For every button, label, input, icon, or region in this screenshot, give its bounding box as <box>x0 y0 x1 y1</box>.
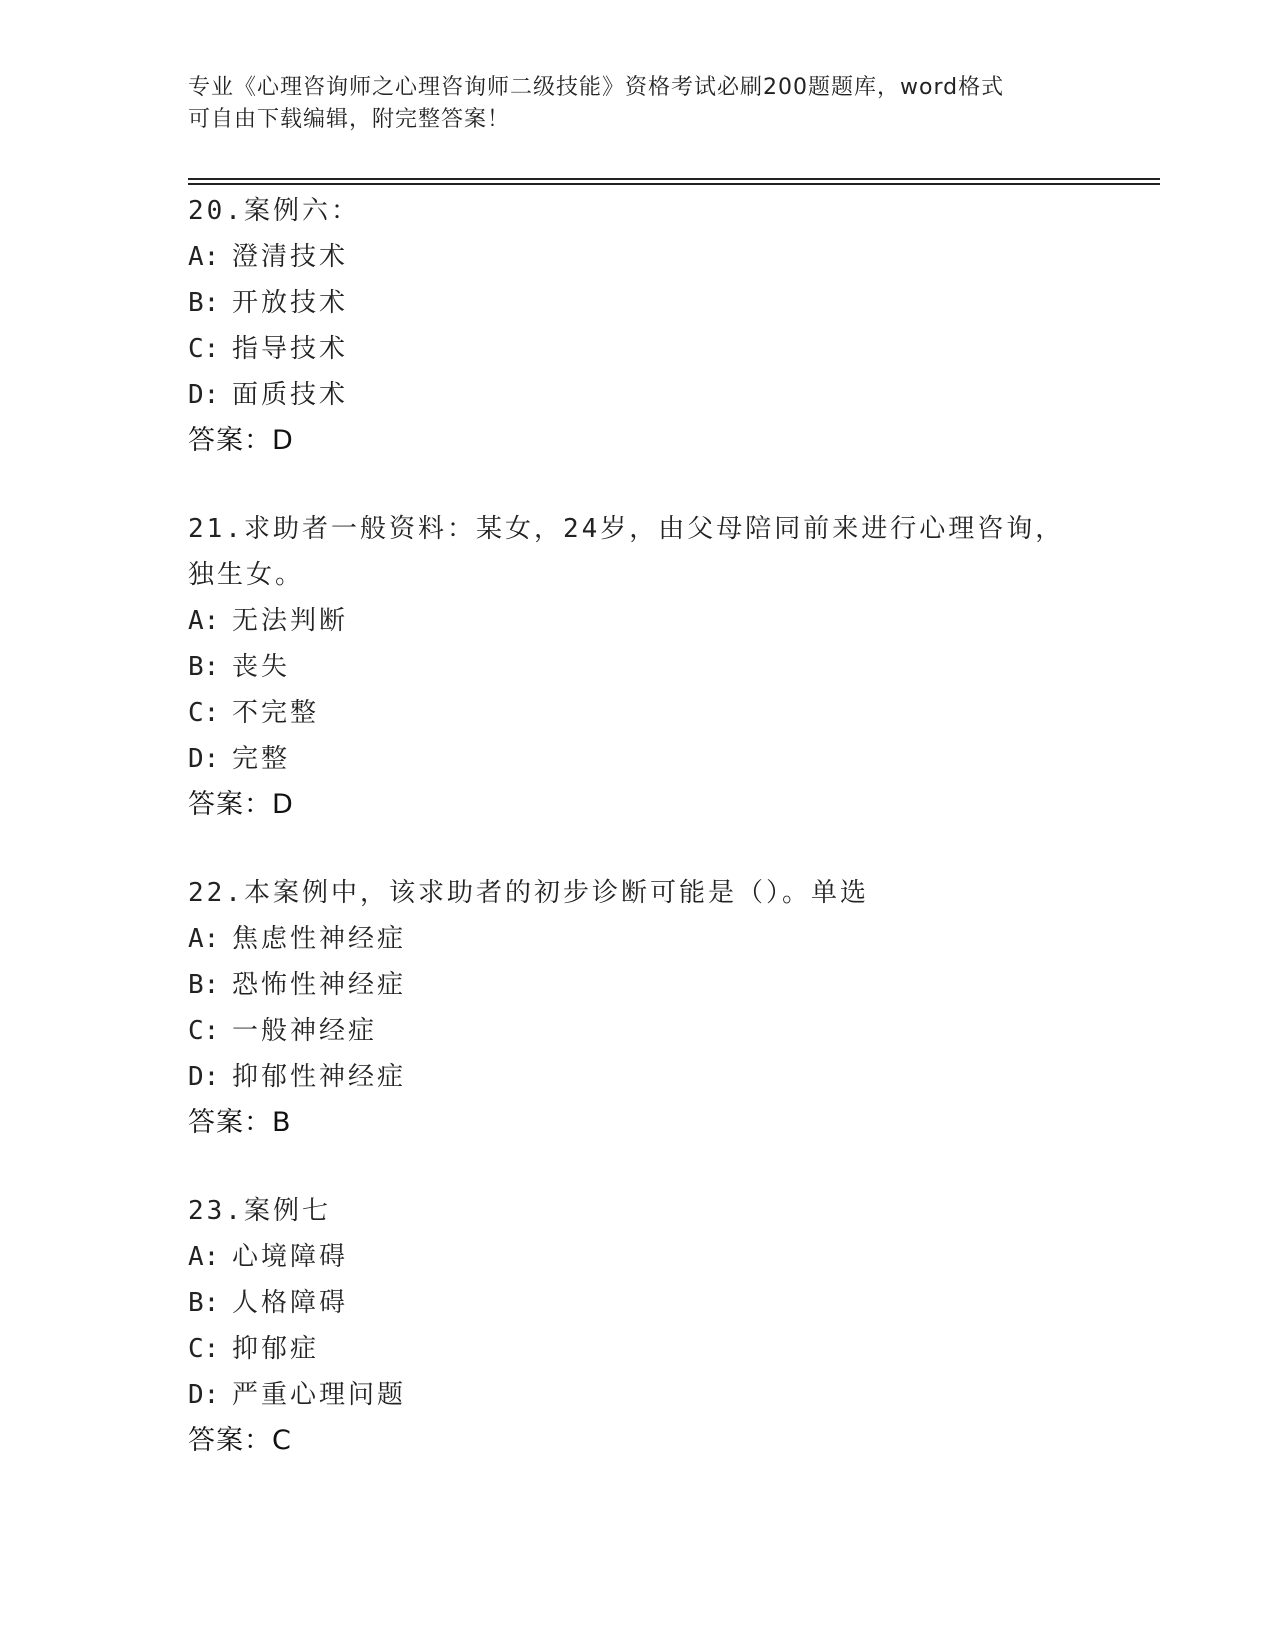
option-key: B: <box>188 1288 220 1318</box>
option-text: 面质技术 <box>232 380 349 410</box>
question-item <box>188 188 1088 464</box>
option-key: A: <box>188 1242 220 1272</box>
option-text: 人格障碍 <box>232 1288 349 1318</box>
header-line-2: 可自由下载编辑，附完整答案！ <box>188 107 511 132</box>
option-key: D: <box>188 1380 220 1410</box>
option-key: C: <box>188 334 220 364</box>
question-item <box>188 870 1088 1146</box>
answer-line: 答案：D <box>188 789 294 820</box>
option-key: C: <box>188 1334 220 1364</box>
option-key: B: <box>188 288 220 318</box>
question-list <box>188 188 1088 1506</box>
option-d <box>188 1054 1088 1100</box>
question-stem: 23.案例七 <box>188 1196 331 1226</box>
option-key: D: <box>188 744 220 774</box>
option-text: 不完整 <box>232 698 320 728</box>
option-key: A: <box>188 924 220 954</box>
option-text: 开放技术 <box>232 288 349 318</box>
header-divider-top <box>188 178 1160 180</box>
option-a <box>188 916 1088 962</box>
option-key: A: <box>188 606 220 636</box>
option-d <box>188 736 1088 782</box>
header-divider-bottom <box>188 183 1160 185</box>
option-key: C: <box>188 1016 220 1046</box>
option-text: 抑郁性神经症 <box>232 1062 407 1092</box>
header-line-1: 专业《心理咨询师之心理咨询师二级技能》资格考试必刷200题题库，word格式 <box>188 75 1005 100</box>
option-c <box>188 326 1088 372</box>
option-key: B: <box>188 970 220 1000</box>
option-c <box>188 1008 1088 1054</box>
option-c <box>188 1326 1088 1372</box>
question-item <box>188 506 1088 828</box>
option-key: C: <box>188 698 220 728</box>
option-b <box>188 280 1088 326</box>
option-text: 完整 <box>232 744 291 774</box>
answer-line: 答案：B <box>188 1107 292 1138</box>
option-key: D: <box>188 1062 220 1092</box>
option-a <box>188 1234 1088 1280</box>
option-a <box>188 234 1088 280</box>
option-text: 无法判断 <box>232 606 349 636</box>
option-text: 抑郁症 <box>232 1334 320 1364</box>
option-d <box>188 372 1088 418</box>
option-d <box>188 1372 1088 1418</box>
option-text: 丧失 <box>232 652 291 682</box>
question-stem: 20.案例六： <box>188 196 360 226</box>
option-text: 严重心理问题 <box>232 1380 407 1410</box>
option-b <box>188 644 1088 690</box>
answer-line: 答案：C <box>188 1425 292 1456</box>
option-text: 焦虑性神经症 <box>232 924 407 954</box>
answer-line: 答案：D <box>188 425 294 456</box>
option-key: B: <box>188 652 220 682</box>
option-key: A: <box>188 242 220 272</box>
document-header <box>188 72 1088 136</box>
option-c <box>188 690 1088 736</box>
option-text: 指导技术 <box>232 334 349 364</box>
option-b <box>188 962 1088 1008</box>
question-item <box>188 1188 1088 1464</box>
option-text: 心境障碍 <box>232 1242 349 1272</box>
option-text: 澄清技术 <box>232 242 349 272</box>
option-a <box>188 598 1088 644</box>
question-stem: 22.本案例中，该求助者的初步诊断可能是（）。单选 <box>188 878 869 908</box>
option-text: 恐怖性神经症 <box>232 970 407 1000</box>
option-key: D: <box>188 380 220 410</box>
option-b <box>188 1280 1088 1326</box>
option-text: 一般神经症 <box>232 1016 378 1046</box>
question-stem: 21.求助者一般资料：某女，24岁，由父母陪同前来进行心理咨询，独生女。 <box>188 514 1065 590</box>
